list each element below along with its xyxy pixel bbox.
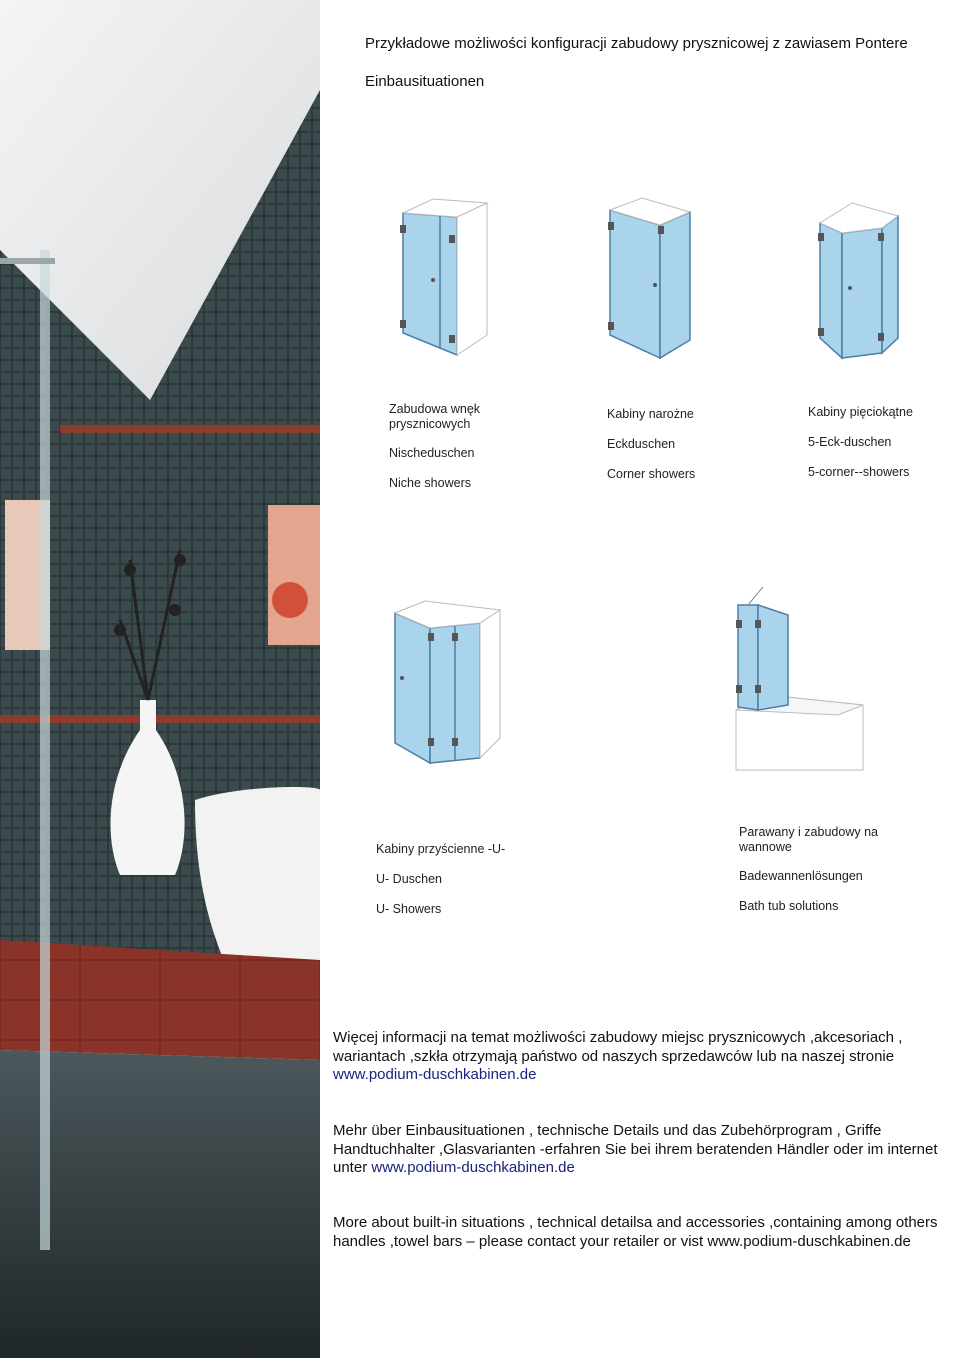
info-english-text: More about built-in situations , technical detailsa and accessories ,containing among others handles ,towel bars – please contact your retailer or vist www.podium-duschkabinen.de: [333, 1214, 938, 1250]
caption-niche: [389, 402, 519, 491]
caption-u-pl: Kabiny przyścienne -U-: [376, 842, 506, 856]
caption-pentagonal-pl: Kabiny pięciokątne: [808, 405, 913, 419]
u-shower-icon: [390, 598, 505, 768]
caption-corner-pl: Kabiny narożne: [607, 407, 694, 421]
caption-u: [376, 842, 576, 917]
caption-niche-en: Niche showers: [389, 476, 471, 490]
caption-corner-de: Eckduschen: [607, 437, 676, 451]
page-subtitle: Einbausituationen: [365, 73, 485, 90]
caption-corner: [607, 407, 757, 482]
info-english: [333, 1214, 943, 1251]
caption-pentagonal-de: 5-Eck-duschen: [808, 435, 892, 449]
caption-bathtub-en: Bath tub solutions: [739, 899, 839, 913]
caption-pentagonal: [808, 405, 958, 480]
bath-tub-screen-icon: [728, 585, 868, 775]
caption-niche-de: Nischeduschen: [389, 446, 475, 460]
info-german-text: Mehr über Einbausituationen , technische Details und das Zubehörprogram , Griffe Handtuchhalter ,Glasvarianten -erfahren Sie bei ihrem beratenden Händler oder im internet unter: [333, 1122, 938, 1176]
corner-shower-icon: [600, 190, 700, 365]
caption-corner-en: Corner showers: [607, 467, 696, 481]
caption-u-de: U- Duschen: [376, 872, 442, 886]
info-polish: [333, 1029, 943, 1085]
caption-pentagonal-en: 5-corner--showers: [808, 465, 910, 479]
page-title: Przykładowe możliwości konfiguracji zabudowy prysznicowej z zawiasem Pontere: [365, 35, 908, 52]
caption-bathtub: [739, 825, 899, 914]
pentagonal-shower-icon: [812, 198, 912, 363]
niche-shower-icon: [395, 195, 495, 365]
caption-niche-pl: Zabudowa wnęk prysznicowych: [389, 402, 481, 431]
caption-u-en: U- Showers: [376, 902, 442, 916]
info-german-link[interactable]: www.podium-duschkabinen.de: [371, 1159, 575, 1176]
info-german: [333, 1122, 943, 1178]
info-polish-link[interactable]: www.podium-duschkabinen.de: [333, 1066, 537, 1083]
bathroom-photo-illustration: [0, 0, 320, 1358]
caption-bathtub-de: Badewannenlösungen: [739, 869, 863, 883]
info-polish-text: Więcej informacji na temat możliwości zabudowy miejsc prysznicowych ,akcesoriach , wariantach ,szkła otrzymają państwo od naszych sprzedawców lub na naszej stronie: [333, 1029, 903, 1065]
caption-bathtub-pl: Parawany i zabudowy na wannowe: [739, 825, 878, 854]
bathroom-photo: [0, 0, 320, 1358]
